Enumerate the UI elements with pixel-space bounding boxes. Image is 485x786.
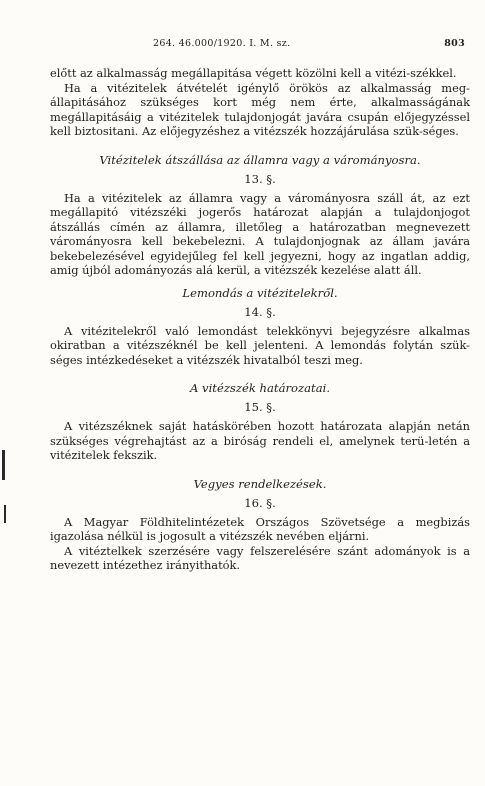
- paragraph: A Magyar Földhitelintézetek Országos Szövetsége a megbizás igazolása nélkül is jogosult a vitézszék nevében eljárni.: [50, 514, 470, 543]
- margin-mark: [2, 450, 5, 480]
- section-number: 14. §.: [244, 304, 276, 319]
- paragraph: A vitézszéknek saját hatáskörében hozott határozata alapján netán szükséges végrehajtást az a biróság rendeli el, amelynek terü-letén a vitézitelek fekszik.: [50, 419, 470, 462]
- paragraph: Ha a vitézitelek az államra vagy a várományosra száll át, az ezt megállapitó vitézszéki jogerős határozat alapján a tulajdonjogot átszállás címén az államra, illetőleg a határozatban megnevezett várományosra kell bekebelezni. A tulajdonjognak az állam javára bekebelezésével egyidejűleg fel kell jegyezni, hogy az ingatlan addig, amig újból adományozás alá kerül, a vitézszék kezelése alatt áll.: [50, 190, 470, 277]
- margin-mark: [4, 505, 6, 523]
- paragraph: Ha a vitézitelek átvételét igénylő örökös az alkalmasság meg-állapitásához szükséges kort még nem érte, alkalmasságának megállapitásáig a vitézitelek tulajdonjogát javára csupán előjegyzéssel kell biztositani. Az előjegyzéshez a vitézszék hozzájárulása szük-séges.: [50, 80, 470, 138]
- paragraph: előtt az alkalmasság megállapitása végett közölni kell a vitézi-székkel.: [50, 66, 457, 80]
- paragraph: A vitézitelekről való lemondást telekkönyvi bejegyzésre alkalmas okiratban a vitézszéknél be kell jelenteni. A lemondás folytán szük-séges intézkedéseket a vitézszék hivatalból teszi meg.: [50, 323, 470, 367]
- section-heading: Vegyes rendelkezések.: [193, 476, 327, 491]
- section-number: 13. §.: [244, 171, 276, 186]
- section-heading: A vitézszék határozatai.: [189, 381, 331, 395]
- document-body: [50, 66, 470, 573]
- paragraph: A vitéztelkek szerzésére vagy felszerelésére szánt adományok is a nevezett intézethez irányithatók.: [50, 543, 470, 572]
- section-number: 16. §.: [244, 495, 276, 510]
- page-number: 803: [444, 38, 465, 49]
- header-reference: 264. 46.000/1920. I. M. sz.: [153, 38, 291, 49]
- section-heading: Lemondás a vitézitelekről.: [182, 285, 338, 300]
- section-number: 15. §.: [244, 400, 276, 414]
- section-heading: Vitézitelek átszállása az államra vagy a várományosra.: [99, 152, 421, 167]
